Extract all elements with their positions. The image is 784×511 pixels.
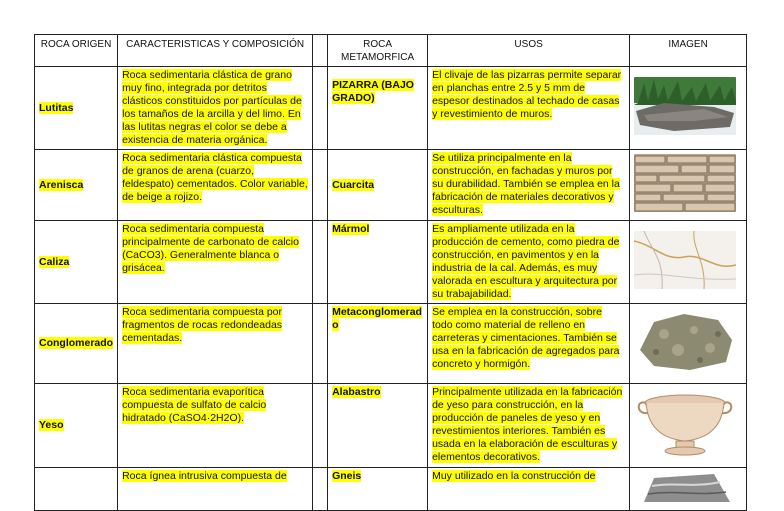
metamorphic-rock-name: Cuarcita xyxy=(332,178,375,191)
metamorphic-rock-cell xyxy=(328,221,428,304)
characteristics-text: Roca sedimentaria compuesta principalmente de carbonato de calcio (CaCO3). Generalmente blanca o grisácea. xyxy=(122,223,299,274)
metamorphic-rock-name: Alabastro xyxy=(332,386,381,398)
slate-rock-image xyxy=(634,77,736,135)
characteristics-cell xyxy=(118,304,313,384)
characteristics-cell xyxy=(118,221,313,304)
metamorphic-rock-name: Metaconglomerado xyxy=(332,306,422,331)
alabaster-vase-image xyxy=(634,389,736,459)
origin-rock-cell xyxy=(35,67,118,150)
uses-cell xyxy=(428,221,630,304)
uses-cell xyxy=(428,67,630,150)
origin-rock-name: Yeso xyxy=(39,419,64,431)
uses-text: Se utiliza principalmente en la construcción, en fachadas y muros por su durabilidad. También se emplea en la fabricación de materiales decorativos y esculturas. xyxy=(432,152,620,216)
uses-cell xyxy=(428,150,630,221)
characteristics-text: Roca sedimentaria evaporítica compuesta de sulfato de calcio hidratado (CaSO4·2H2O). xyxy=(122,386,267,424)
image-cell xyxy=(630,468,747,511)
metamorphic-rock-name: Gneis xyxy=(332,470,362,482)
metamorphic-rock-cell xyxy=(328,384,428,468)
metamorphic-rock-name: PIZARRA (BAJO GRADO) xyxy=(332,79,414,104)
uses-text: Muy utilizado en la construcción de xyxy=(432,470,596,482)
spacer-cell xyxy=(313,384,328,468)
header-row xyxy=(35,35,747,67)
characteristics-text: Roca sedimentaria clástica compuesta de granos de arena (cuarzo, feldespato) cementados. Color variable, de beige a rojizo. xyxy=(122,152,308,203)
image-cell xyxy=(630,304,747,384)
spacer-cell xyxy=(313,67,328,150)
uses-text: Principalmente utilizada en la fabricación de yeso para construcción, en la producción de paneles de yeso y en revestimientos interiores. También es usada en la elaboración de esculturas y elementos decorativos. xyxy=(432,386,623,463)
characteristics-text: Roca sedimentaria clástica de grano muy fino, integrada por detritos clásticos constituidos por partículas de los tamaños de la arcilla y del limo. En las lutitas negras el color se debe a existencia de materia orgánica. xyxy=(122,69,302,146)
header-roca-origen: ROCA ORIGEN xyxy=(35,35,118,67)
origin-rock-cell xyxy=(35,468,118,511)
image-cell xyxy=(630,150,747,221)
uses-cell xyxy=(428,468,630,511)
characteristics-text: Roca sedimentaria compuesta por fragmentos de rocas redondeadas cementadas. xyxy=(122,306,283,344)
characteristics-cell xyxy=(118,150,313,221)
image-cell xyxy=(630,67,747,150)
metamorphic-rock-name: Mármol xyxy=(332,223,370,235)
characteristics-cell xyxy=(118,67,313,150)
uses-text: Es ampliamente utilizada en la producción de cemento, como piedra de construcción, en pavimentos y en la industria de la cal. Además, es muy valorada en escultura y arquitectura por su trabajabilidad. xyxy=(432,223,620,300)
characteristics-cell xyxy=(118,468,313,511)
table-row xyxy=(35,67,747,150)
table-row xyxy=(35,304,747,384)
header-roca-metamorfica: ROCA METAMORFICA xyxy=(328,35,428,67)
uses-text: Se emplea en la construcción, sobre todo como material de relleno en carreteras y cimentaciones. También se usa en la fabricación de agregados para concreto y hormigón. xyxy=(432,306,620,370)
table-row xyxy=(35,384,747,468)
origin-rock-cell xyxy=(35,221,118,304)
spacer-cell xyxy=(313,304,328,384)
table-row xyxy=(35,150,747,221)
origin-rock-cell xyxy=(35,384,118,468)
image-cell xyxy=(630,384,747,468)
origin-rock-cell xyxy=(35,150,118,221)
origin-rock-name: Caliza xyxy=(39,255,70,268)
origin-rock-cell xyxy=(35,304,118,384)
uses-cell xyxy=(428,304,630,384)
header-imagen: IMAGEN xyxy=(630,35,747,67)
origin-rock-name: Conglomerado xyxy=(39,337,114,349)
header-caracteristicas: CARACTERISTICAS Y COMPOSICIÓN xyxy=(118,35,313,67)
metamorphic-rock-cell xyxy=(328,150,428,221)
characteristics-text: Roca ígnea intrusiva compuesta de xyxy=(122,470,287,482)
marble-image xyxy=(634,231,736,289)
spacer-cell xyxy=(313,221,328,304)
table-row xyxy=(35,468,747,511)
origin-rock-name: Arenisca xyxy=(39,178,84,191)
spacer-cell xyxy=(313,468,328,511)
uses-text: El clivaje de las pizarras permite separar en planchas entre 2.5 y 5 mm de espesor destinados al techado de casas y revestimiento de muros. xyxy=(432,69,622,120)
rocks-table xyxy=(34,34,747,511)
metamorphic-rock-cell xyxy=(328,468,428,511)
quartzite-wall-image xyxy=(634,154,736,212)
origin-rock-name: Lutitas xyxy=(39,101,74,114)
uses-cell xyxy=(428,384,630,468)
table-row xyxy=(35,221,747,304)
metamorphic-rock-cell xyxy=(328,304,428,384)
image-cell xyxy=(630,221,747,304)
spacer-cell xyxy=(313,150,328,221)
characteristics-cell xyxy=(118,384,313,468)
gneiss-image xyxy=(634,472,736,502)
metamorphic-rock-cell xyxy=(328,67,428,150)
metaconglomerate-image xyxy=(634,310,736,374)
header-usos: USOS xyxy=(428,35,630,67)
spacer-cell xyxy=(313,35,328,67)
